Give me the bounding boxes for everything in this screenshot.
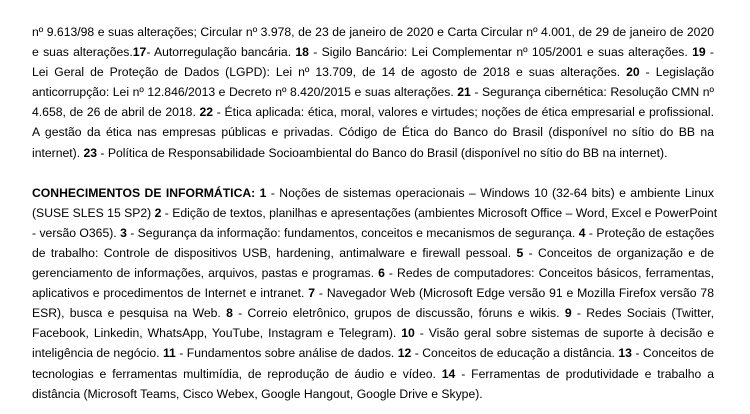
text-line — [32, 364, 714, 384]
text-line — [32, 303, 714, 323]
text-run: - Noções de sistemas operacionais – Windows 10 (32-64 bits) e ambiente Linux — [266, 185, 714, 200]
text-run: - Redes de computadores: Conceitos básicos, ferramentas, — [384, 266, 714, 281]
bold-text-run: 8 — [226, 306, 233, 321]
bold-text-run: 23 — [83, 145, 98, 160]
text-run: gerenciamento de informações, arquivos, pastas e programas. — [32, 266, 379, 281]
bold-text-run: 11 — [162, 346, 176, 361]
text-run: (SUSE SLES 15 SP2) — [32, 205, 155, 220]
text-run: 4.658, de 26 de abril de 2018. — [32, 105, 200, 120]
text-line — [32, 283, 714, 303]
text-run: - versão O365). — [32, 225, 121, 240]
text-run: - Ferramentas de produtividade e trabalho a — [455, 366, 714, 381]
text-line — [32, 82, 714, 102]
text-run: - Conceitos de organização e de — [523, 245, 714, 260]
text-run: - Segurança da informação: fundamentos, conceitos e mecanismos de segurança. — [126, 225, 579, 240]
text-run: ESR), busca e pesquisa na Web. — [32, 306, 227, 321]
text-run: - Segurança cibernética: Resolução CMN nº — [470, 85, 714, 100]
document-page — [32, 22, 718, 404]
bold-text-run: 17 — [132, 45, 147, 60]
text-line — [32, 143, 714, 163]
text-line — [32, 384, 714, 404]
bold-text-run: 21 — [457, 85, 471, 100]
bold-text-run: 2 — [154, 205, 162, 220]
text-run: internet). — [32, 145, 84, 160]
informatics-paragraph — [32, 183, 718, 404]
text-line — [32, 203, 718, 223]
bold-text-run: 12 — [397, 346, 412, 361]
text-line — [32, 62, 714, 82]
text-run: - Legislação — [639, 65, 714, 80]
text-run: A gestão da ética nas empresas públicas e privadas. Código de Ética do Banco do Brasil (disponível no sítio do BB na — [32, 125, 714, 140]
text-run: e suas alterações. — [32, 45, 133, 60]
text-run: aplicativos e procedimentos de Internet e intranet. — [32, 286, 309, 301]
text-run: - Fundamentos sobre análise de dados. — [175, 346, 398, 361]
text-run: - Sigilo Bancário: Lei Complementar nº 105/2001 e suas alterações. — [308, 45, 693, 60]
text-line — [32, 183, 714, 203]
text-line — [32, 323, 714, 343]
bold-text-run: CONHECIMENTOS DE INFORMÁTICA: 1 — [32, 185, 267, 200]
bold-text-run: 19 — [692, 45, 706, 60]
bold-text-run: 13 — [618, 346, 632, 361]
text-line — [32, 122, 714, 142]
text-run: nº 9.613/98 e suas alterações; Circular nº 3.978, de 23 de janeiro de 2020 e Carta Circular nº 4.001, de 29 de janeiro de 2020 — [32, 25, 714, 39]
text-run: - Redes Sociais (Twitter, — [571, 306, 715, 321]
text-line — [32, 42, 714, 62]
legislation-paragraph — [32, 22, 714, 163]
paragraph-gap — [32, 163, 714, 183]
text-run: - Conceitos de — [631, 346, 715, 361]
text-run: de trabalho: Controle de dispositivos USB, hardening, antimalware e firewall pessoal. — [32, 245, 517, 260]
text-run: - Conceitos de educação a distância. — [411, 346, 619, 361]
bold-text-run: 4 — [578, 225, 586, 240]
bold-text-run: 9 — [564, 306, 572, 321]
bold-text-run: 18 — [295, 45, 309, 60]
text-run: Facebook, Linkedin, WhatsApp, YouTube, Instagram e Telegram). — [32, 326, 402, 341]
text-run: - Correio eletrônico, grupos de discussão, fóruns e wikis. — [232, 306, 565, 321]
text-run: - Ética aplicada: ética, moral, valores e virtudes; noções de ética empresarial e profissional. — [213, 105, 714, 120]
bold-text-run: 20 — [626, 65, 640, 80]
text-run: tecnologias e ferramentas multimídia, de reprodução de áudio e vídeo. — [32, 366, 442, 381]
bold-text-run: 22 — [199, 105, 214, 120]
text-run: - Edição de textos, planilhas e apresentações (ambientes Microsoft Office – Word, Excel e PowerPoint — [161, 205, 718, 220]
text-line — [32, 243, 714, 263]
bold-text-run: 6 — [378, 266, 385, 281]
bold-text-run: 3 — [120, 225, 127, 240]
text-line — [32, 343, 714, 363]
text-run: anticorrupção: Lei nº 12.846/2013 e Decreto nº 8.420/2015 e suas alterações. — [32, 85, 458, 100]
text-line — [32, 263, 714, 283]
bold-text-run: 7 — [308, 286, 316, 301]
text-run: - Navegador Web (Microsoft Edge versão 91 e Mozilla Firefox versão 78 — [315, 286, 714, 301]
text-run: - Visão geral sobre sistemas de suporte à decisão e — [414, 326, 714, 341]
text-line — [32, 102, 714, 122]
text-run: - Autorregulação bancária. — [146, 45, 296, 60]
text-run: - Proteção de estações — [585, 225, 715, 240]
text-run: - Política de Responsabilidade Socioambiental do Banco do Brasil (disponível no sítio do BB na internet). — [97, 145, 668, 160]
text-run: inteligência de negócio. — [32, 346, 163, 361]
text-run: distância (Microsoft Teams, Cisco Webex, Google Hangout, Google Drive e Skype). — [32, 386, 483, 401]
text-line — [32, 223, 714, 243]
bold-text-run: 14 — [441, 366, 456, 381]
text-run: - — [705, 45, 714, 60]
text-line — [32, 22, 714, 42]
text-run: Lei Geral de Proteção de Dados (LGPD): Lei nº 13.709, de 14 de agosto de 2018 e suas alterações. — [32, 65, 627, 80]
bold-text-run: 5 — [516, 245, 524, 260]
bold-text-run: 10 — [401, 326, 415, 341]
